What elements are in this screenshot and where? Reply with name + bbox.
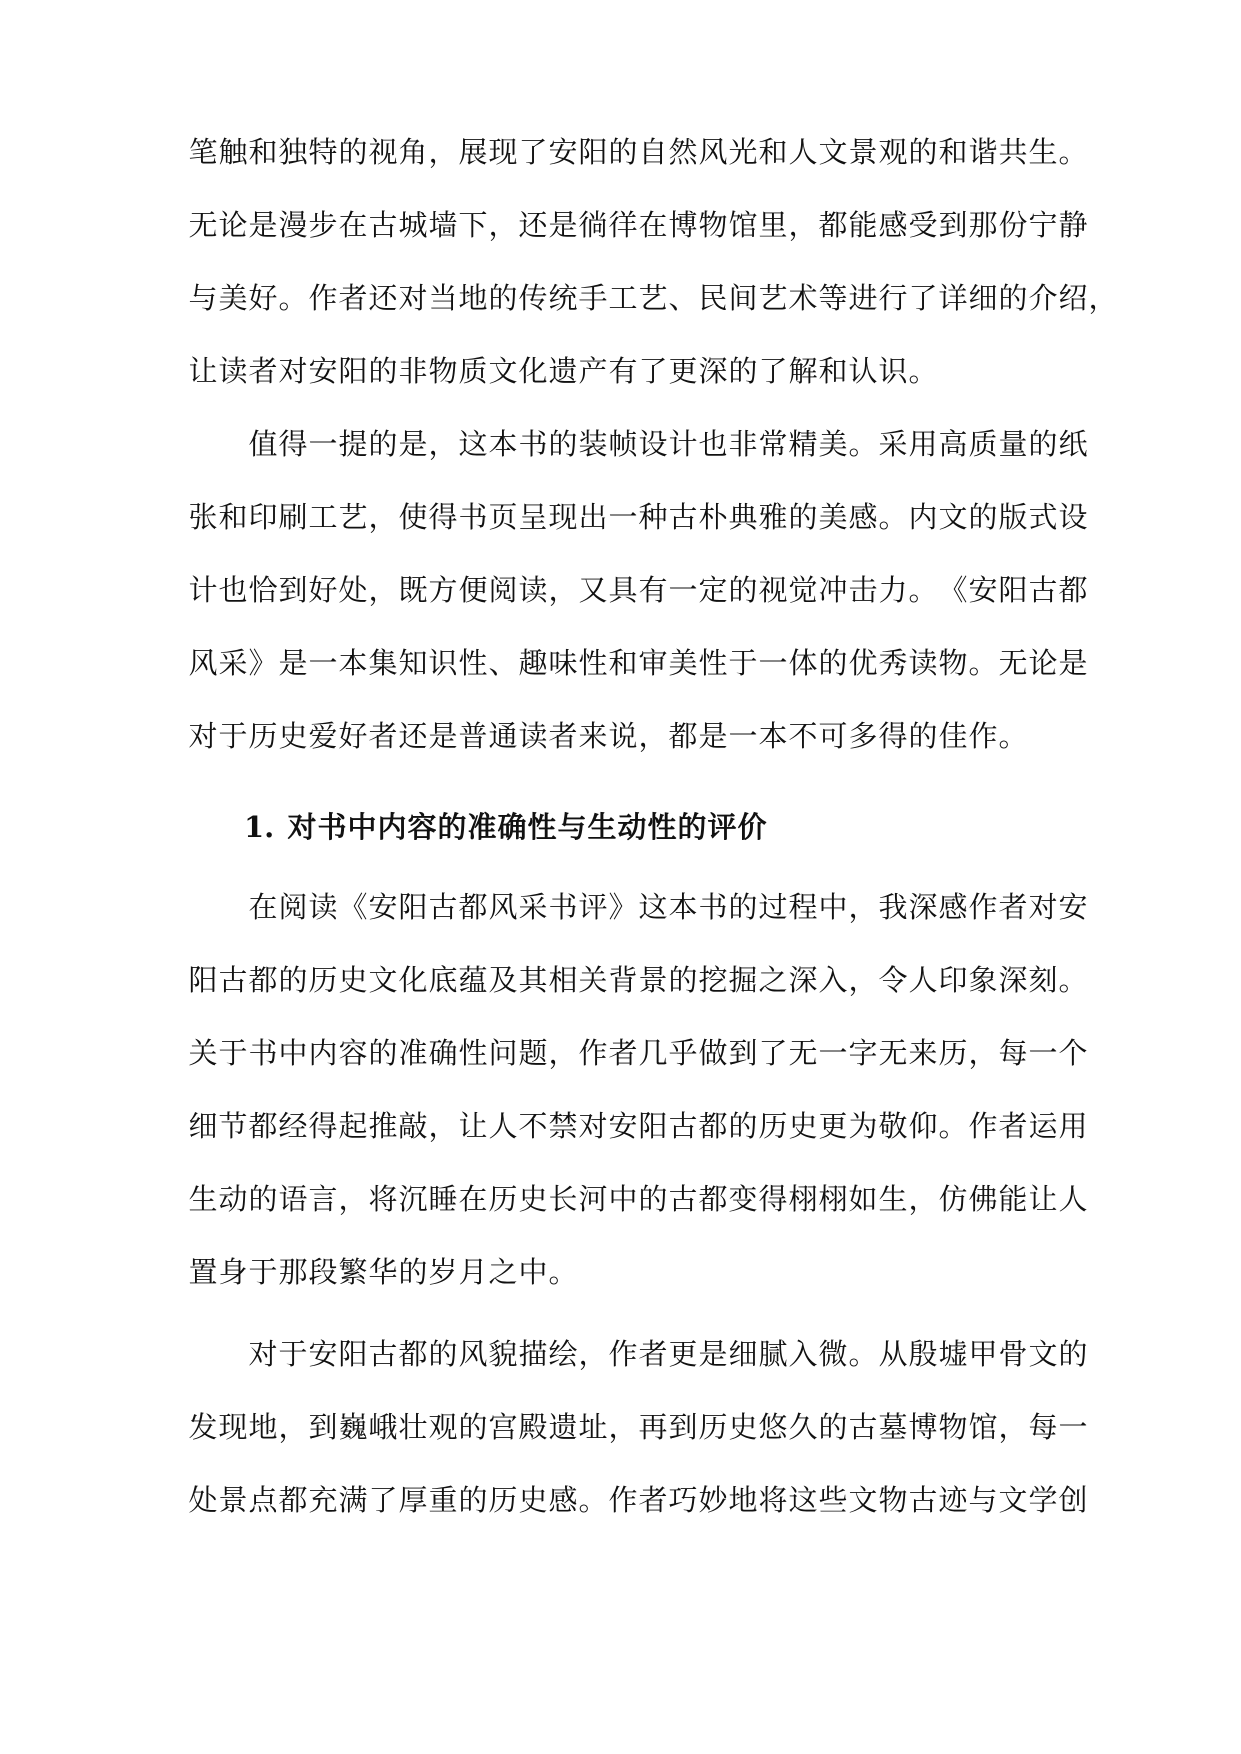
section-heading-number: 1. — [244, 810, 275, 844]
document-page: 笔 触 和 独 特 的 视 角 ， 展 现 了 安 阳 的 自 然 风 光 和 人 文 景 观 的 和 谐 共 生 。 无 论 是 漫 步 在 古 城 墙 下 ， 还 是 徜 徉 在 博 物 馆 里 ， 都 能 感 受 到 那 份 宁 静 与 美 好 。 作 者 还 对 当 地 的 传 统 手 工 艺 、 民 间 艺 术 等 进 行 了 详 细 的 介 绍 ， 让 读 者 对 安 阳 的 非 物 质 文 化 遗 产 有 了 更 深 的 了 解 和 认 识 。 值 得 一 提 的 是 ， 这 本 书 的 装 帧 设 计 也 非 常 精 美 。 采 用 高 质 量 的 纸 张 和 印 刷 工 艺 ， 使 得 书 页 呈 现 出 一 种 古 朴 典 雅 的 美 感 。 内 文 的 版 式 设 计 也 恰 到 好 处 ， 既 方 便 阅 读 ， 又 具 有 一 定 的 视 觉 冲 击 力 。 《 安 阳 古 都 风 采 》 是 一 本 集 知 识 性 、 趣 味 性 和 审 美 性 于 一 体 的 优 秀 读 物 。 无 论 是 对 于 历 史 爱 好 者 还 是 普 通 读 者 来 说 ， 都 是 一 本 不 可 多 得 的 佳 作 。 1. 对 书 中 内 容 的 准 确 性 与 生 动 性 的 评 价 在 阅 读 《 安 阳 古 都 风 采 书 评 》 这 本 书 的 过 程 中 ， 我 深 感 作 者 对 安 阳 古 都 的 历 史 文 化 底 蕴 及 其 相 关 背 景 的 挖 掘 之 深 入 ， 令 人 印 象 深 刻 。 关 于 书 中 内 容 的 准 确 性 问 题 ， 作 者 几 乎 做 到 了 无 一 字 无 来 历 ， 每 一 个 细 节 都 经 得 起 推 敲 ， 让 人 不 禁 对 安 阳 古 都 的 历 史 更 为 敬 仰 。 作 者 运 用 生 动 的 语 言 ， 将 沉 睡 在 历 史 长 河 中 的 古 都 变 得 栩 栩 如 生 ， 仿 佛 能 让 人 置 身 于 那 段 繁 华 的 岁 月 之 中 。 对 于 安 阳 古 都 的 风 貌 描 绘 ， 作 者 更 是 细 腻 入 微 。 从 殷 墟 甲 骨 文 的 发 现 地 ， 到 巍 峨 壮 观 的 宫 殿 遗 址 ， 再 到 历 史 悠 久 的 古 墓 博 物 馆 ， 每 一 处 景 点 都 充 满 了 厚 重 的 历 史 感 。 作 者 巧 妙 地 将 这 些 文 物 古 迹 与 文 学 创 — [0, 0, 1241, 1754]
section-heading-text: 对 书 中 内 容 的 准 确 性 与 生 动 性 的 评 价 — [287, 810, 767, 844]
